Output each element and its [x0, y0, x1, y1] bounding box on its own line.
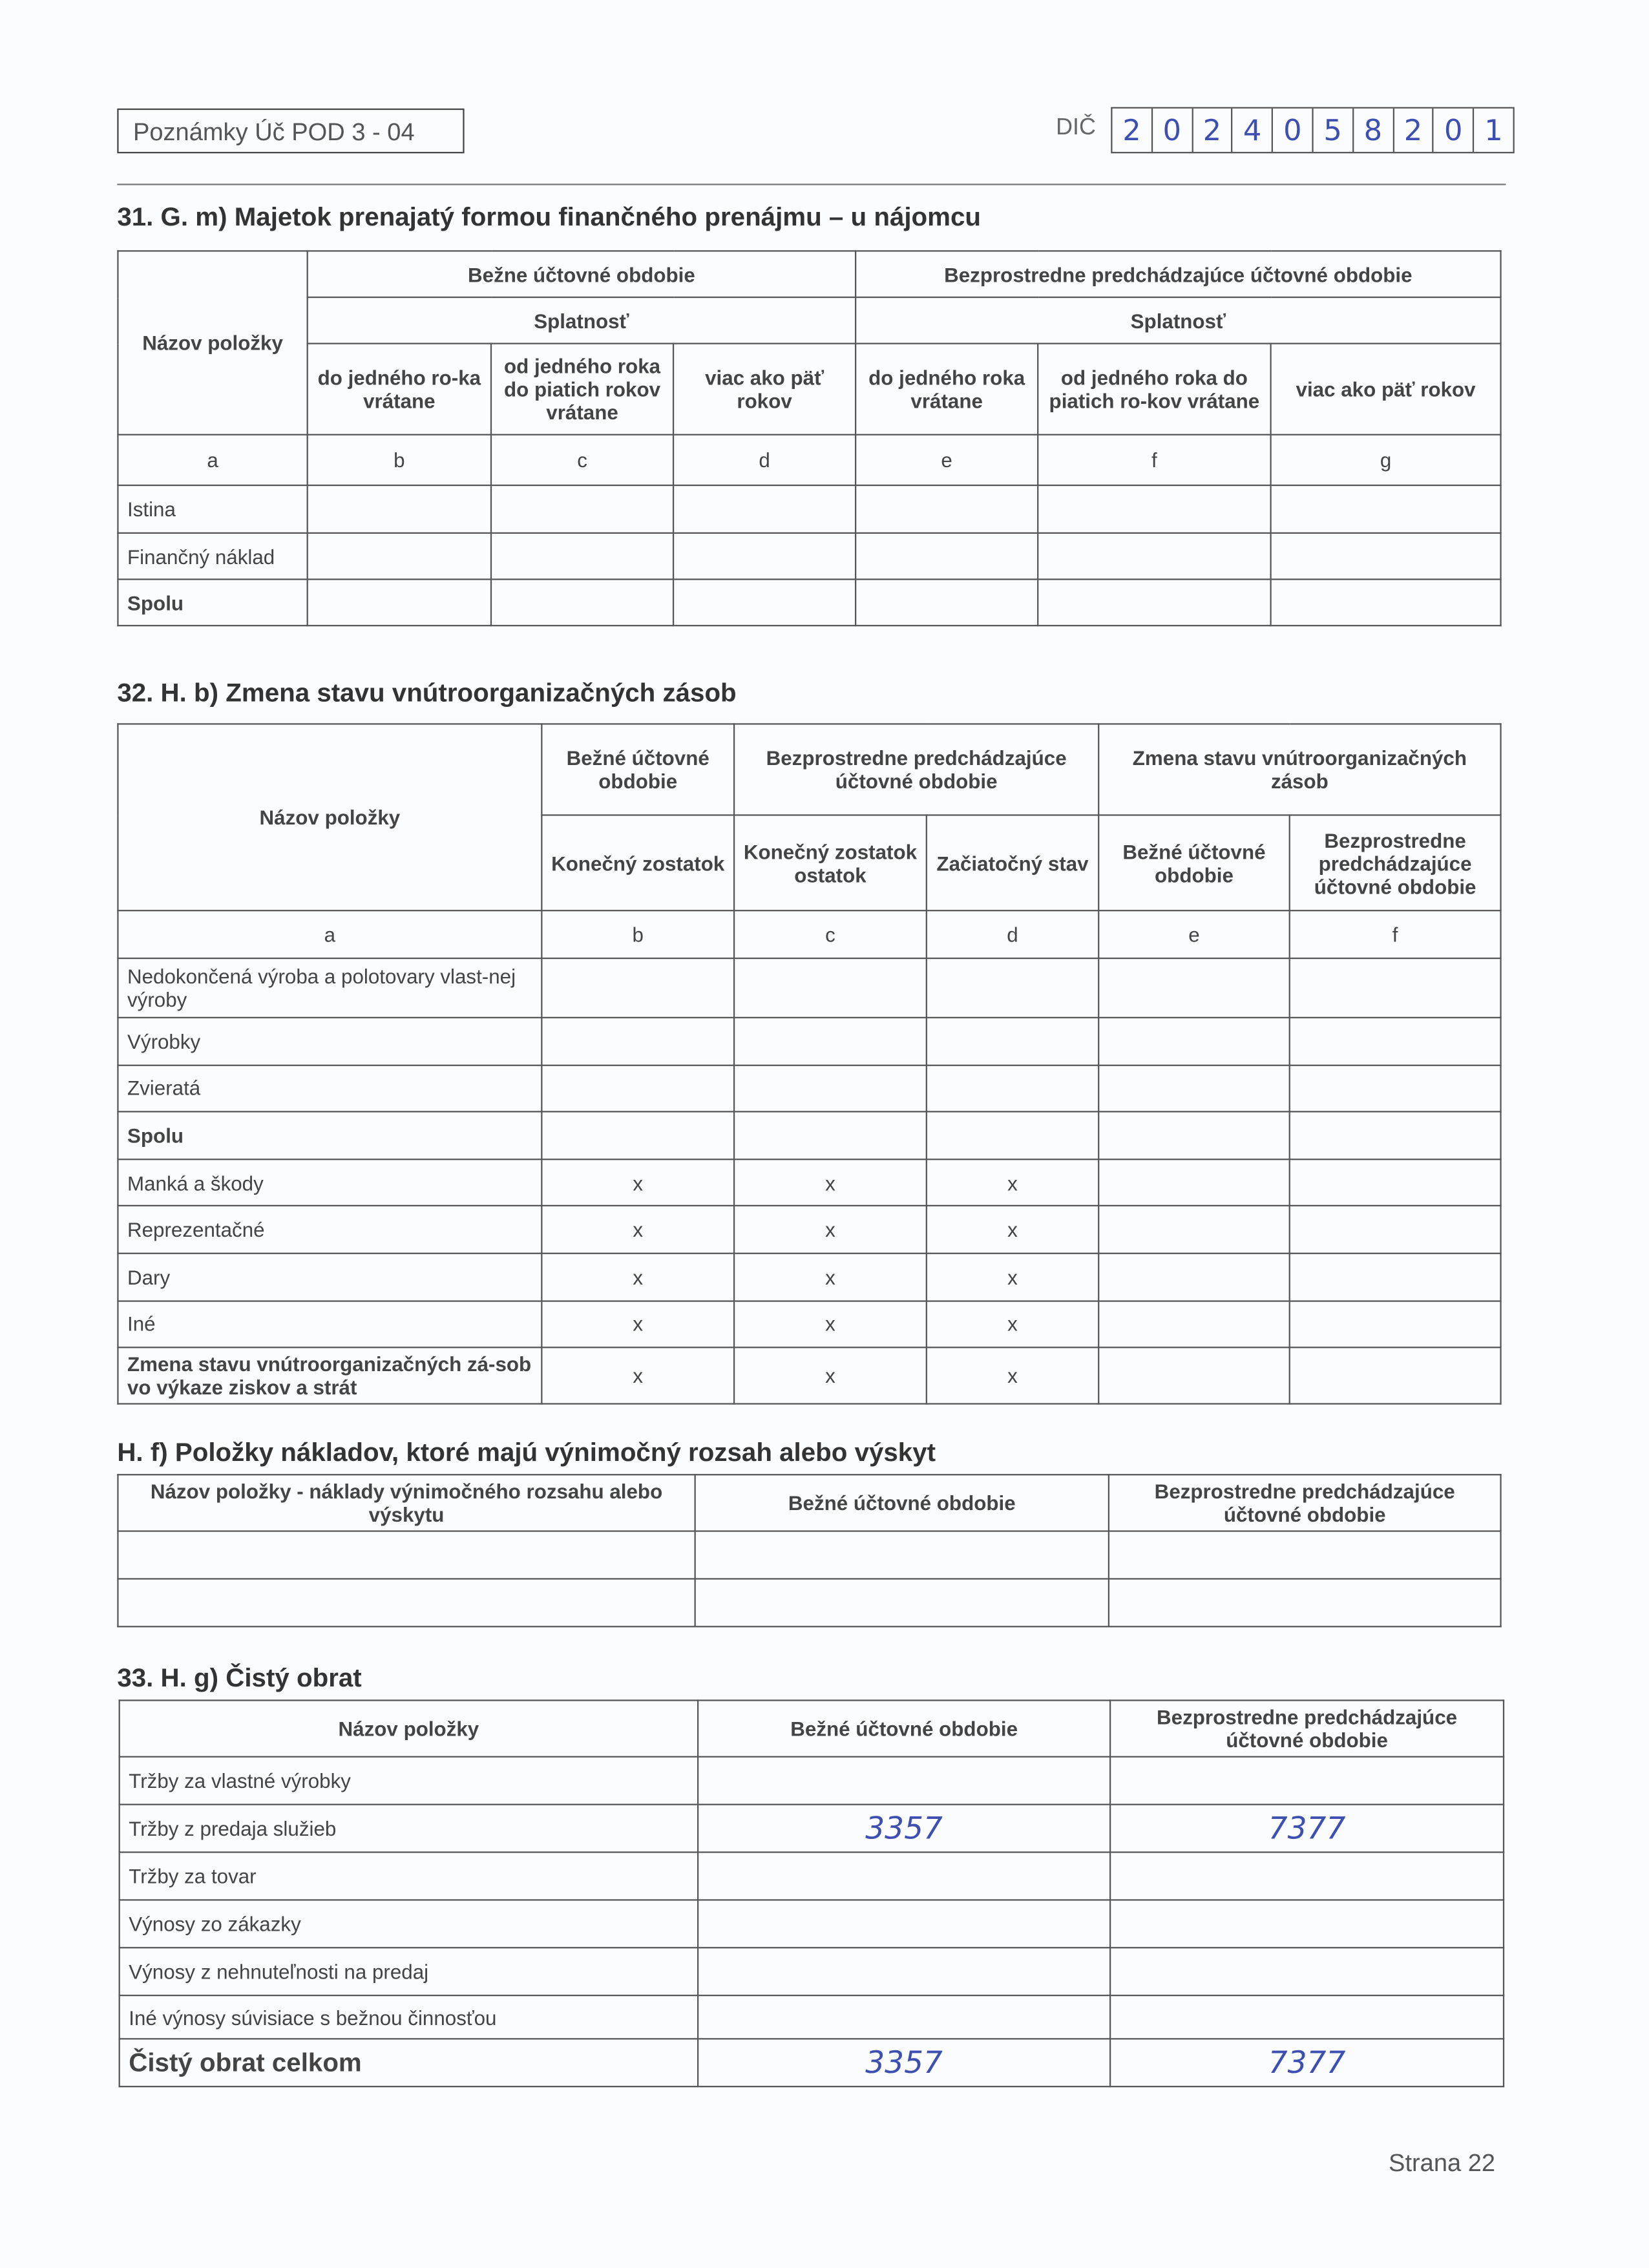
cell[interactable]: [308, 533, 491, 580]
form-label: Poznámky Úč POD 3 - 04: [117, 109, 464, 153]
cell[interactable]: [308, 485, 491, 533]
cell[interactable]: [541, 1065, 734, 1112]
table-row: [120, 1853, 1504, 1900]
not-applicable-mark: x: [734, 1254, 927, 1301]
cell[interactable]: [927, 958, 1098, 1018]
cell[interactable]: [1271, 485, 1501, 533]
cell[interactable]: [927, 1065, 1098, 1112]
cell[interactable]: [1109, 1579, 1501, 1626]
column-letter: b: [308, 435, 491, 485]
cell[interactable]: [1098, 958, 1289, 1018]
not-applicable-mark: x: [734, 1301, 927, 1348]
row-label: Výnosy z nehnuteľnosti na predaj: [120, 1948, 698, 1995]
subcol-header: Bezprostredne predchádzajúce účtovné obdobie: [1290, 815, 1501, 910]
cell[interactable]: [673, 485, 856, 533]
not-applicable-mark: x: [541, 1206, 734, 1254]
current-value[interactable]: [698, 1948, 1110, 1995]
subcol-header: viac ako päť rokov: [673, 344, 856, 435]
row-label: Výnosy zo zákazky: [120, 1900, 698, 1948]
current-value[interactable]: [698, 1900, 1110, 1948]
table-inventory-change: [117, 723, 1501, 1405]
cell[interactable]: [734, 958, 927, 1018]
header-name: Názov položky - náklady výnimočného rozsahu alebo výskytu: [118, 1475, 695, 1531]
cell[interactable]: [1109, 1531, 1501, 1579]
row-label: Spolu: [118, 580, 307, 626]
dic-field: [1111, 107, 1514, 154]
cell[interactable]: [491, 533, 673, 580]
cell[interactable]: [673, 580, 856, 626]
col-name-header: Názov položky: [118, 724, 541, 910]
row-label: Dary: [118, 1254, 541, 1301]
change-header: Zmena stavu vnútroorganizačných zásob: [1098, 724, 1500, 815]
cell[interactable]: [1098, 1254, 1289, 1301]
dic-digit: 5: [1314, 109, 1354, 152]
prev-value[interactable]: [1110, 1853, 1504, 1900]
row-label: Zmena stavu vnútroorganizačných zá-sob vo výkaze ziskov a strát: [118, 1348, 541, 1404]
cell[interactable]: [1290, 1206, 1501, 1254]
table-row: [118, 1348, 1500, 1404]
row-label: Nedokončená výroba a polotovary vlast-nej výroby: [118, 958, 541, 1018]
row-label: Reprezentačné: [118, 1206, 541, 1254]
cell[interactable]: [927, 1112, 1098, 1159]
row-label: Čistý obrat celkom: [120, 2039, 698, 2086]
not-applicable-mark: x: [927, 1254, 1098, 1301]
column-letter: b: [541, 910, 734, 958]
table-financial-lease: [117, 250, 1501, 626]
not-applicable-mark: x: [927, 1206, 1098, 1254]
cell[interactable]: [541, 1018, 734, 1065]
cell[interactable]: [1098, 1348, 1289, 1404]
row-label: Manká a škody: [118, 1159, 541, 1206]
cell[interactable]: [1290, 1065, 1501, 1112]
cell[interactable]: [695, 1579, 1109, 1626]
column-letter: c: [734, 910, 927, 958]
table-row: [120, 1805, 1504, 1853]
cell[interactable]: [541, 1112, 734, 1159]
not-applicable-mark: x: [734, 1206, 927, 1254]
header-current: Bežné účtovné obdobie: [698, 1700, 1110, 1756]
dic-digit: 2: [1112, 109, 1152, 152]
section-hf-title: H. f) Položky nákladov, ktoré majú výnimočný rozsah alebo výskyt: [117, 1438, 936, 1467]
current-value[interactable]: [698, 1853, 1110, 1900]
table-net-turnover: [119, 1699, 1505, 2087]
row-label: Spolu: [118, 1112, 541, 1159]
dic-digit: 2: [1394, 109, 1434, 152]
cell[interactable]: [118, 1579, 695, 1626]
column-letter: e: [856, 435, 1038, 485]
cell[interactable]: [856, 485, 1038, 533]
subcol-header: Bežné účtovné obdobie: [1098, 815, 1289, 910]
cell[interactable]: [1290, 1254, 1501, 1301]
subcol-header: do jedného ro-ka vrátane: [308, 344, 491, 435]
dic-digit: 8: [1354, 109, 1394, 152]
table-row: [120, 1900, 1504, 1948]
cell[interactable]: [734, 1018, 927, 1065]
subcol-header: Konečný zostatok: [541, 815, 734, 910]
page-number: Strana 22: [1389, 2149, 1496, 2178]
table-row: [120, 1995, 1504, 2039]
dic-digit: 0: [1153, 109, 1193, 152]
current-header: Bežné účtovné obdobie: [541, 724, 734, 815]
column-letter: e: [1098, 910, 1289, 958]
header-prev: Bezprostredne predchádzajúce účtovné obdobie: [1109, 1475, 1501, 1531]
cell[interactable]: [856, 533, 1038, 580]
cell[interactable]: [734, 1065, 927, 1112]
prev-header: Bezprostredne predchádzajúce účtovné obdobie: [734, 724, 1098, 815]
row-label: Tržby z predaja služieb: [120, 1805, 698, 1853]
prev-value[interactable]: [1110, 1900, 1504, 1948]
row-label: Tržby za vlastné výrobky: [120, 1757, 698, 1805]
not-applicable-mark: x: [734, 1348, 927, 1404]
prev-value[interactable]: [1110, 1757, 1504, 1805]
row-label: Tržby za tovar: [120, 1853, 698, 1900]
dic-digit: 4: [1233, 109, 1273, 152]
table-row: [120, 2039, 1504, 2086]
dic-digit: 2: [1193, 109, 1233, 152]
row-label: Finančný náklad: [118, 533, 307, 580]
current-value[interactable]: [698, 1757, 1110, 1805]
table-row: [118, 580, 1500, 626]
col-name-header: Názov položky: [118, 251, 307, 434]
subcol-header: od jedného roka do piatich ro-kov vrátane: [1038, 344, 1270, 435]
dic-label: DIČ: [1056, 116, 1096, 141]
cell[interactable]: [1098, 1301, 1289, 1348]
section-33-title: 33. H. g) Čistý obrat: [117, 1663, 362, 1693]
table-row: [118, 533, 1500, 580]
column-letter: c: [491, 435, 673, 485]
not-applicable-mark: x: [541, 1301, 734, 1348]
cell[interactable]: [1290, 1301, 1501, 1348]
header-name: Názov položky: [120, 1700, 698, 1756]
cell[interactable]: [491, 580, 673, 626]
not-applicable-mark: x: [927, 1159, 1098, 1206]
cell[interactable]: [491, 485, 673, 533]
cell[interactable]: [856, 580, 1038, 626]
cell[interactable]: [1098, 1159, 1289, 1206]
not-applicable-mark: x: [541, 1254, 734, 1301]
table-row: [118, 1254, 1500, 1301]
splatnost-header: Splatnosť: [856, 297, 1500, 344]
current-value[interactable]: 3357: [698, 2039, 1110, 2086]
row-label: Iné výnosy súvisiace s bežnou činnosťou: [120, 1995, 698, 2039]
header-current: Bežné účtovné obdobie: [695, 1475, 1109, 1531]
not-applicable-mark: x: [927, 1348, 1098, 1404]
column-letter: g: [1271, 435, 1501, 485]
prev-value[interactable]: [1110, 1995, 1504, 2039]
prev-value[interactable]: 7377: [1110, 1805, 1504, 1853]
table-row: [118, 1065, 1500, 1112]
column-letter: f: [1290, 910, 1501, 958]
period-current-header: Bežne účtovné obdobie: [308, 251, 856, 297]
cell[interactable]: [1038, 580, 1270, 626]
cell[interactable]: [1271, 580, 1501, 626]
table-exceptional-costs: [117, 1474, 1501, 1627]
table-row: [118, 1159, 1500, 1206]
cell[interactable]: [1290, 1348, 1501, 1404]
dic-digit: 0: [1273, 109, 1313, 152]
cell[interactable]: [1038, 533, 1270, 580]
current-value[interactable]: [698, 1995, 1110, 2039]
not-applicable-mark: x: [927, 1301, 1098, 1348]
cell[interactable]: [1290, 1018, 1501, 1065]
row-label: Zvieratá: [118, 1065, 541, 1112]
cell[interactable]: [1271, 533, 1501, 580]
column-letter: d: [673, 435, 856, 485]
divider: [117, 184, 1506, 185]
cell[interactable]: [1290, 958, 1501, 1018]
column-letter: d: [927, 910, 1098, 958]
prev-value[interactable]: 7377: [1110, 2039, 1504, 2086]
cell[interactable]: [1290, 1112, 1501, 1159]
dic-digit: 0: [1434, 109, 1474, 152]
column-letter: a: [118, 910, 541, 958]
cell[interactable]: [1098, 1018, 1289, 1065]
cell[interactable]: [673, 533, 856, 580]
cell[interactable]: [695, 1531, 1109, 1579]
table-row: [118, 1112, 1500, 1159]
cell[interactable]: [1098, 1065, 1289, 1112]
row-label: Výrobky: [118, 1018, 541, 1065]
period-prev-header: Bezprostredne predchádzajúce účtovné obdobie: [856, 251, 1500, 297]
not-applicable-mark: x: [541, 1159, 734, 1206]
cell[interactable]: [734, 1112, 927, 1159]
current-value[interactable]: 3357: [698, 1805, 1110, 1853]
subcol-header: do jedného roka vrátane: [856, 344, 1038, 435]
subcol-header: od jedného roka do piatich rokov vrátane: [491, 344, 673, 435]
table-row: [120, 1948, 1504, 1995]
prev-value[interactable]: [1110, 1948, 1504, 1995]
not-applicable-mark: x: [541, 1348, 734, 1404]
splatnost-header: Splatnosť: [308, 297, 856, 344]
column-letter: a: [118, 435, 307, 485]
subcol-header: Začiatočný stav: [927, 815, 1098, 910]
not-applicable-mark: x: [734, 1159, 927, 1206]
cell[interactable]: [308, 580, 491, 626]
section-31-title: 31. G. m) Majetok prenajatý formou finančného prenájmu – u nájomcu: [117, 202, 982, 232]
table-row: [118, 1301, 1500, 1348]
dic-digit: 1: [1484, 112, 1503, 148]
subcol-header: Konečný zostatok ostatok: [734, 815, 927, 910]
cell[interactable]: [1290, 1159, 1501, 1206]
subcol-header: viac ako päť rokov: [1271, 344, 1501, 435]
table-row: [118, 1018, 1500, 1065]
section-32-title: 32. H. b) Zmena stavu vnútroorganizačných zásob: [117, 678, 737, 708]
cell[interactable]: [927, 1018, 1098, 1065]
cell[interactable]: [118, 1531, 695, 1579]
header-prev: Bezprostredne predchádzajúce účtovné obdobie: [1110, 1700, 1504, 1756]
table-row: [118, 958, 1500, 1018]
cell[interactable]: [541, 958, 734, 1018]
row-label: Istina: [118, 485, 307, 533]
table-row: [120, 1757, 1504, 1805]
row-label: Iné: [118, 1301, 541, 1348]
cell[interactable]: [1038, 485, 1270, 533]
table-row: [118, 485, 1500, 533]
column-letter: f: [1038, 435, 1270, 485]
table-row: [118, 1206, 1500, 1254]
cell[interactable]: [1098, 1206, 1289, 1254]
cell[interactable]: [1098, 1112, 1289, 1159]
